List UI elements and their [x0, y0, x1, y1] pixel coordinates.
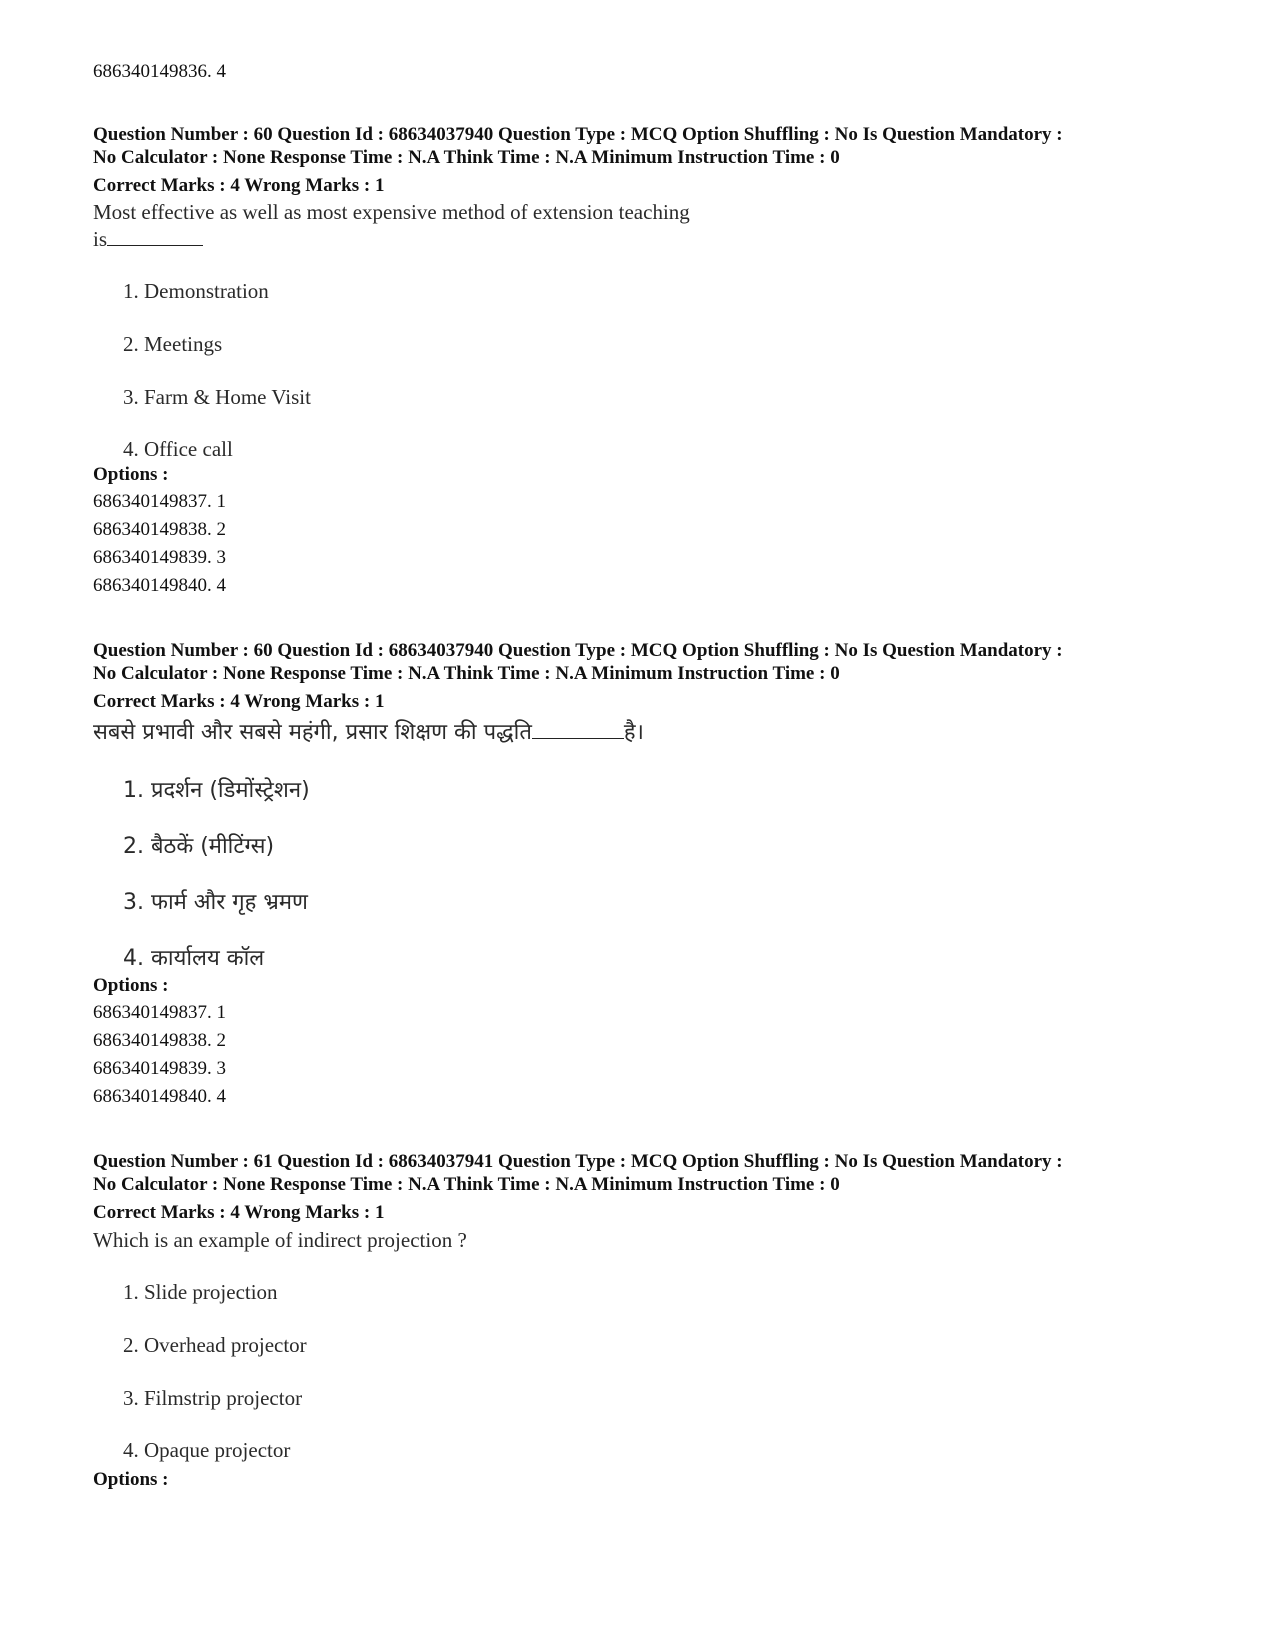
options-label: Options : — [93, 464, 169, 485]
choice-item: 2. Meetings — [123, 332, 223, 356]
option-id: 686340149840. 4 — [93, 575, 226, 596]
question-text — [93, 720, 644, 746]
question-header-line2: No Calculator : None Response Time : N.A Think Time : N.A Minimum Instruction Time : 0 — [93, 1174, 840, 1195]
choice-item: 1. Slide projection — [123, 1280, 278, 1304]
options-label: Options : — [93, 975, 169, 996]
option-id: 686340149836. 4 — [93, 61, 226, 82]
question-text-after: है। — [623, 720, 644, 745]
question-text-continued — [93, 226, 203, 252]
option-id: 686340149839. 3 — [93, 1058, 226, 1079]
question-header-line2: No Calculator : None Response Time : N.A Think Time : N.A Minimum Instruction Time : 0 — [93, 663, 840, 684]
choice-item: 4. कार्यालय कॉल — [123, 946, 265, 971]
choice-item: 3. Farm & Home Visit — [123, 385, 311, 409]
choice-item: 4. Office call — [123, 437, 233, 461]
question-text: Which is an example of indirect projection ? — [93, 1228, 467, 1252]
question-marks: Correct Marks : 4 Wrong Marks : 1 — [93, 691, 385, 712]
option-id: 686340149840. 4 — [93, 1086, 226, 1107]
options-label: Options : — [93, 1469, 169, 1490]
choice-item: 2. बैठकें (मीटिंग्स) — [123, 834, 275, 859]
choice-item: 1. Demonstration — [123, 279, 269, 303]
option-id: 686340149838. 2 — [93, 1030, 226, 1051]
question-text-before: सबसे प्रभावी और सबसे महंगी, प्रसार शिक्षण की पद्धति — [93, 720, 532, 745]
question-marks: Correct Marks : 4 Wrong Marks : 1 — [93, 175, 385, 196]
option-id: 686340149838. 2 — [93, 519, 226, 540]
question-header-line1: Question Number : 61 Question Id : 68634037941 Question Type : MCQ Option Shuffling : No Is Question Mandatory : — [93, 1151, 1063, 1172]
answer-blank — [107, 227, 203, 246]
question-header-line1: Question Number : 60 Question Id : 68634037940 Question Type : MCQ Option Shuffling : No Is Question Mandatory : — [93, 640, 1063, 661]
option-id: 686340149837. 1 — [93, 1002, 226, 1023]
question-text: Most effective as well as most expensive method of extension teaching — [93, 200, 690, 224]
choice-item: 2. Overhead projector — [123, 1333, 307, 1357]
option-id: 686340149839. 3 — [93, 547, 226, 568]
question-marks: Correct Marks : 4 Wrong Marks : 1 — [93, 1202, 385, 1223]
question-header-line2: No Calculator : None Response Time : N.A Think Time : N.A Minimum Instruction Time : 0 — [93, 147, 840, 168]
question-header-line1: Question Number : 60 Question Id : 68634037940 Question Type : MCQ Option Shuffling : No Is Question Mandatory : — [93, 124, 1063, 145]
option-id: 686340149837. 1 — [93, 491, 226, 512]
answer-blank — [532, 720, 624, 739]
choice-item: 1. प्रदर्शन (डिमोंस्ट्रेशन) — [123, 778, 310, 803]
choice-item: 4. Opaque projector — [123, 1438, 291, 1462]
question-text-word: is — [93, 227, 108, 251]
choice-item: 3. Filmstrip projector — [123, 1386, 303, 1410]
choice-item: 3. फार्म और गृह भ्रमण — [123, 890, 308, 915]
